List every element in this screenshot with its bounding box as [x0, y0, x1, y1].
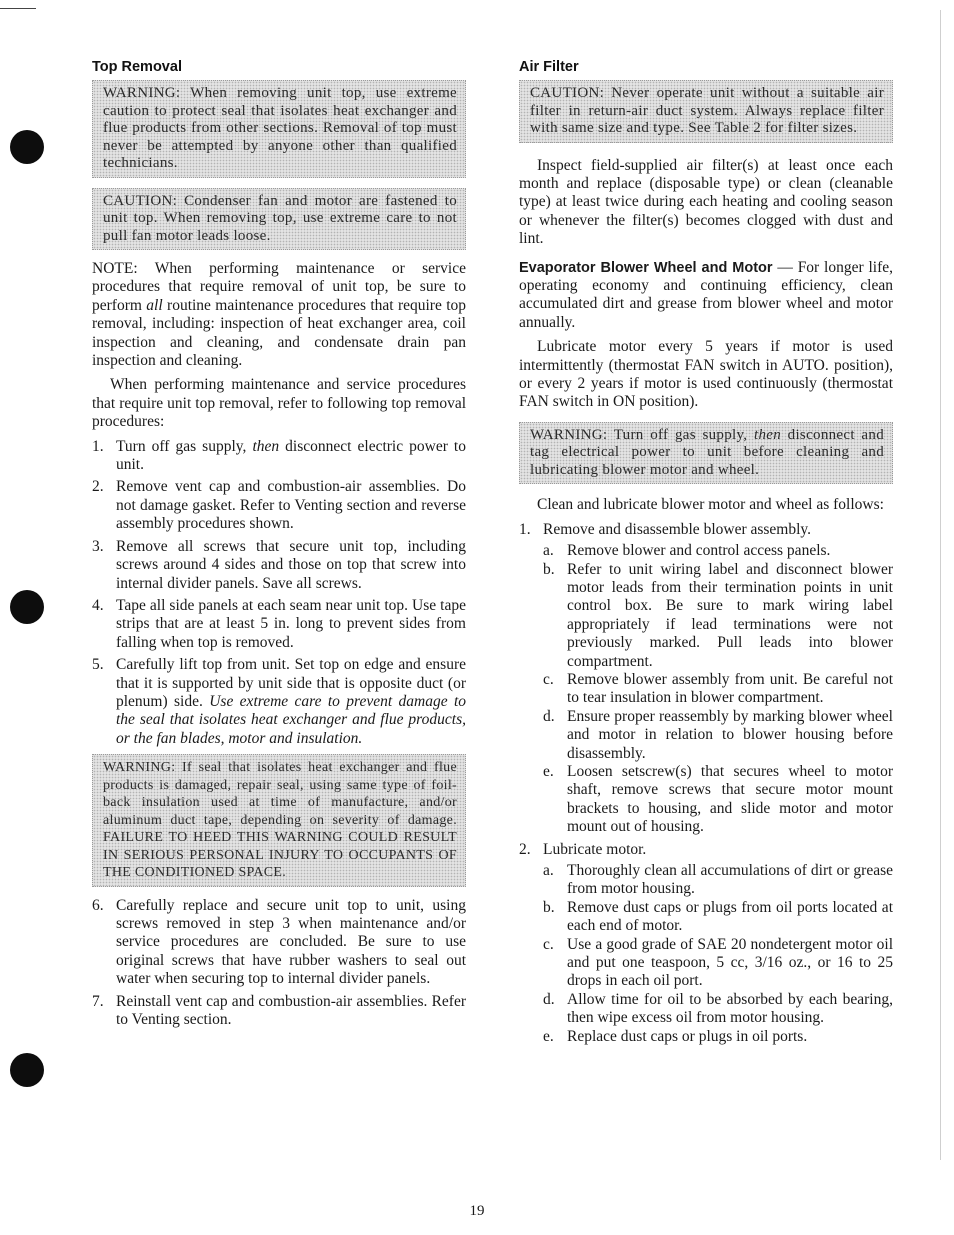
substep-1b: b. Refer to unit wiring label and disconnect blower motor leads from their termination points in unit control box. Be sure to mark wiring label appropriately if lead terminations were not previously marked. Pull leads into blower compartment.: [543, 560, 893, 670]
warning-seal-damage: WARNING: If seal that isolates heat exchanger and flue products is damaged, repair seal, using same type of foil-back insulation used at time of manufacture, and/or aluminum duct tape, depending on severity of damage. FAILURE TO HEED THIS WARNING COULD RESULT IN SERIOUS PERSONAL INJURY TO OCCUPANTS OF THE CONDITIONED SPACE.: [92, 754, 466, 887]
caution-condenser-fan: CAUTION: Condenser fan and motor are fastened to unit top. When removing top, use extreme care to not pull fan motor leads loose.: [92, 188, 466, 251]
substep-1a: a. Remove blower and control access panels.: [543, 542, 831, 560]
note-paragraph: NOTE: When performing maintenance or service procedures that require removal of unit top, be sure to perform all routine maintenance procedures that require top removal, including: inspection of heat exchanger area, coil inspection and cleaning, and condensate drain pan inspection and cleaning.: [92, 260, 467, 370]
intro-paragraph: When performing maintenance and service procedures that require unit top removal, refer to following top removal procedures:: [92, 376, 466, 431]
warning-top-removal: WARNING: When removing unit top, use extreme caution to protect seal that isolates heat exchanger and flue products from other sections. Removal of top must never be attempted by anyone other than qualified technicians.: [92, 80, 466, 178]
substep-2b: b. Remove dust caps or plugs from oil ports located at each end of motor.: [543, 898, 893, 935]
blower-step-1-substeps: [543, 542, 893, 837]
step-7: 7. Reinstall vent cap and combustion-air assemblies. Refer to Venting section.: [92, 992, 466, 1029]
top-removal-steps-continued: [92, 897, 466, 1030]
substep-2e: e. Replace dust caps or plugs in oil ports.: [543, 1027, 808, 1045]
blower-step-2: 2. Lubricate motor. a. Thoroughly clean all accumulations of dirt or grease from motor housing. b. Remove dust caps or plugs from oil ports located at each end of motor. c. Use a good grade of SAE 20 nondetergent motor oil and put one teaspoon, 5 cc, 3/16 oz., or 16 to 25 drops in each oil port. d. Allow time for oil to be absorbed by each bearing, then wipe excess oil from motor housing. e. Replace dust caps or plugs in oil ports.: [519, 840, 893, 1045]
substep-2d: d. Allow time for oil to be absorbed by each bearing, then wipe excess oil from motor housing.: [543, 990, 893, 1027]
top-removal-steps: [92, 438, 466, 749]
substep-2a: a. Thoroughly clean all accumulations of dirt or grease from motor housing.: [543, 862, 893, 898]
step-4: 4. Tape all side panels at each seam near unit top. Use tape strips that are at least 5 in. long to prevent sides from falling when top is removed.: [92, 596, 466, 651]
step-3: 3. Remove all screws that secure unit top, including screws around 4 sides and those on top that screw into internal divider panels. Save all screws.: [92, 537, 466, 592]
substep-1c: c. Remove blower assembly from unit. Be careful not to tear insulation in blower compartment.: [543, 670, 893, 707]
left-column: [92, 58, 466, 1036]
air-filter-heading: Air Filter: [519, 59, 579, 75]
filter-paragraph: Inspect field-supplied air filter(s) at least once each month and replace (disposable type) or clean (cleanable type) at least twice during each heating and cooling season or whenever the filter(s) becomes clogged with dust and lint.: [519, 156, 893, 248]
warning-gas-power: WARNING: Turn off gas supply, then disconnect and tag electrical power to unit before cleaning and lubricating blower motor and wheel.: [519, 422, 893, 485]
top-removal-heading: Top Removal: [92, 59, 182, 75]
step-5: 5. Carefully lift top from unit. Set top on edge and ensure that it is supported by unit side that is opposite duct (or plenum) side. Use extreme care to prevent damage to the seal that isolates heat exchanger and flue products, or the fan blades, motor and insulation.: [92, 656, 466, 747]
binder-hole-1: [10, 130, 44, 164]
right-edge-rule: [940, 10, 941, 1160]
blower-heading: Evaporator Blower Wheel and Motor: [519, 259, 773, 276]
page-number: 19: [469, 1203, 485, 1219]
blower-steps: [519, 521, 893, 1046]
step-1: 1. Turn off gas supply, then disconnect electric power to unit.: [92, 437, 466, 474]
caution-air-filter: CAUTION: Never operate unit without a suitable air filter in return-air duct system. Always replace filter with same size and type. See Table 2 for filter sizes.: [519, 80, 893, 143]
binder-hole-3: [10, 1053, 44, 1087]
lubricate-paragraph: Lubricate motor every 5 years if motor is used intermittently (thermostat FAN switch in AUTO. position), or every 2 years if motor is used continuously (thermostat FAN switch in ON position).: [519, 338, 893, 411]
clean-intro-paragraph: Clean and lubricate blower motor and wheel as follows:: [537, 496, 884, 514]
right-column: [519, 58, 893, 1052]
binder-hole-2: [10, 590, 44, 624]
step-6: 6. Carefully replace and secure unit top to unit, using screws removed in step 3 when maintenance and/or service procedures are concluded. Be sure to use original screws that have rubber washers to seal out water when securing top to internal divider panels.: [92, 896, 466, 988]
blower-step-1: 1. Remove and disassemble blower assembly. a. Remove blower and control access panels. b. Refer to unit wiring label and disconnect blower motor leads from their termination points in unit control box. Be sure to mark wiring label appropriately if lead terminations were not previously marked. Pull leads into blower compartment. c. Remove blower assembly from unit. Be careful not to tear insulation in blower compartment. d. Ensure proper reassembly by marking blower wheel and motor in relation to blower housing before disassembly. e. Loosen setscrew(s) that secures wheel to motor shaft, remove screws that secure motor mount brackets to housing, and slide motor and motor mount out of housing.: [519, 520, 893, 836]
substep-2c: c. Use a good grade of SAE 20 nondetergent motor oil and put one teaspoon, 5 cc, 3/16 oz., or 16 to 25 drops in each oil port.: [543, 935, 893, 990]
blower-intro-paragraph: Evaporator Blower Wheel and Motor — For longer life, operating economy and continuing efficiency, clean accumulated dirt and grease from blower wheel and motor annually.: [519, 258, 893, 331]
substep-1d: d. Ensure proper reassembly by marking blower wheel and motor in relation to blower housing before disassembly.: [543, 707, 893, 762]
substep-1e: e. Loosen setscrew(s) that secures wheel to motor shaft, remove screws that secure motor mount brackets to housing, and slide motor and motor mount out of housing.: [543, 762, 893, 836]
blower-step-2-substeps: [543, 862, 893, 1046]
step-2: 2. Remove vent cap and combustion-air assemblies. Do not damage gasket. Refer to Venting section and reverse assembly procedures shown.: [92, 478, 466, 533]
top-rule: [0, 8, 36, 9]
